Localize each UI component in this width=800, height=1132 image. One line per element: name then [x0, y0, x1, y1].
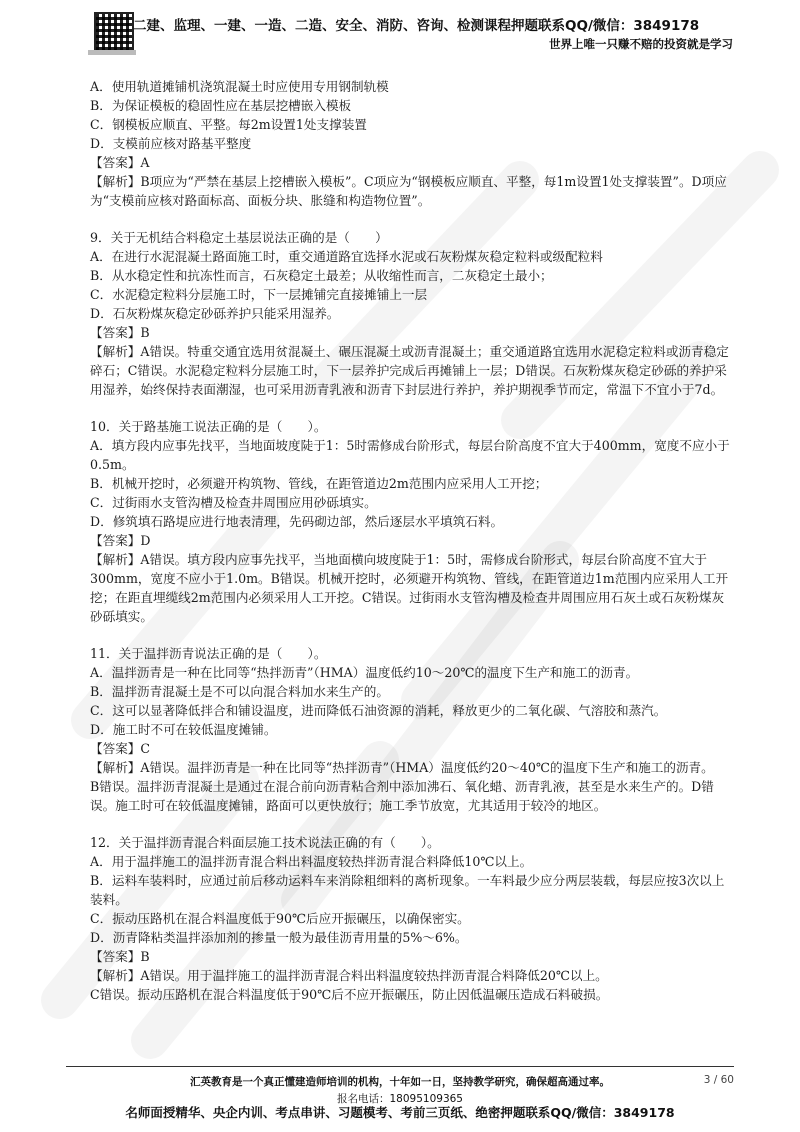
qr-caption: [88, 50, 136, 55]
header-slogan: 世界上唯一只赚不赔的投资就是学习: [549, 37, 733, 51]
option-a: A．填方段内应事先找平，当地面坡度陡于1：5时需修成台阶形式，每层台阶高度不宜大于400mm，宽度不应小于0.5m。: [90, 438, 730, 472]
question-8-continuation: [90, 77, 730, 210]
document-body: [90, 77, 730, 1004]
option-a: A．使用轨道摊铺机浇筑混凝土时应使用专用钢制轨模: [90, 79, 389, 94]
answer: 【答案】A: [90, 155, 150, 170]
analysis-continued: C错误。振动压路机在混合料温度低于90℃后不应开振碾压，防止因低温碾压造成石料破损。: [90, 987, 609, 1002]
option-c: C．水泥稳定粒料分层施工时，下一层摊铺完直接摊铺上一层: [90, 287, 428, 302]
option-d: D．石灰粉煤灰稳定砂砾养护只能采用湿养。: [90, 306, 340, 321]
option-d: D．修筑填石路堤应进行地表清理，先码砌边部，然后逐层水平填筑石料。: [90, 514, 504, 529]
option-a: A．在进行水泥混凝土路面施工时，重交通道路宜选择水泥或石灰粉煤灰稳定粒料或级配粒料: [90, 249, 603, 264]
question-11: [90, 644, 730, 815]
answer: 【答案】D: [90, 533, 151, 548]
option-d: D．施工时不可在较低温度摊铺。: [90, 722, 277, 737]
page-header: [0, 0, 800, 62]
question-10: [90, 417, 730, 626]
footer-tagline: 汇英教育是一个真正懂建造师培训的机构，十年如一日，坚持教学研究，确保超高通过率。: [190, 1076, 610, 1088]
answer: 【答案】C: [90, 741, 151, 756]
analysis: 【解析】A错误。填方段内应事先找平，当地面横向坡度陡于1：5时，需修成台阶形式，每层台阶高度不宜大于300mm，宽度不应小于1.0m。B错误。机械开挖时，必须避开构筑物、管线，在距管道边1m范围内应采用人工开挖；在距直埋缆线2m范围内必须采用人工开挖。C错误。过街雨水支管沟槽及检查井周围应用石灰土或石灰粉煤灰砂砾填实。: [90, 552, 729, 624]
question-stem: 9．关于无机结合料稳定土基层说法正确的是（ ）: [90, 230, 388, 245]
question-9: [90, 228, 730, 399]
option-a: A．用于温拌施工的温拌沥青混合料出料温度较热拌沥青混合料降低10℃以上。: [90, 854, 533, 869]
analysis: 【解析】A错误。用于温拌施工的温拌沥青混合料出料温度较热拌沥青混合料降低20℃以上。: [90, 968, 608, 983]
option-b: B．运料车装料时，应通过前后移动运料车来消除粗细料的离析现象。一车料最少应分两层装载，每层应按3次以上装料。: [90, 873, 725, 907]
question-stem: 12．关于温拌沥青混合料面层施工技术说法正确的有（ ）。: [90, 835, 440, 850]
question-12: [90, 833, 730, 1004]
analysis: 【解析】A错误。温拌沥青是一种在比同等“热拌沥青”（HMA）温度低约20～40℃的温度下生产和施工的沥青。: [90, 760, 714, 775]
page-number: 3 / 60: [703, 1074, 734, 1086]
question-stem: 10．关于路基施工说法正确的是（ ）。: [90, 419, 327, 434]
analysis: 【解析】A错误。特重交通宜选用贫混凝土、碾压混凝土或沥青混凝土；重交通道路宜选用水泥稳定粒料或沥青稳定碎石；C错误。水泥稳定粒料分层施工时，下一层养护完成后再摊铺上一层；D错误。石灰粉煤灰稳定砂砾的养护采用湿养，始终保持表面潮湿，也可采用沥青乳液和沥青下封层进行养护，养护期视季节而定，常温下不宜小于7d。: [90, 344, 729, 397]
option-d: D．沥青降粘类温拌添加剂的掺量一般为最佳沥青用量的5%～6%。: [90, 930, 468, 945]
option-c: C．过街雨水支管沟槽及检查井周围应用砂砾填实。: [90, 495, 377, 510]
option-d: D．支模前应核对路基平整度: [90, 136, 252, 151]
analysis: 【解析】B项应为“严禁在基层上挖槽嵌入模板”。C项应为“钢模板应顺直、平整，每1m设置1处支撑装置”。D项应为“支模前应核对路面标高、面板分块、胀缝和构造物位置”。: [90, 174, 727, 208]
option-a: A．温拌沥青是一种在比同等“热拌沥青”（HMA）温度低约10～20℃的温度下生产和施工的沥青。: [90, 665, 639, 680]
footer-phone: 报名电话：18095109365: [337, 1093, 463, 1105]
option-c: C．这可以显著降低拌合和铺设温度，进而降低石油资源的消耗，释放更少的二氧化碳、气溶胶和蒸汽。: [90, 703, 667, 718]
question-stem: 11．关于温拌沥青说法正确的是（ ）。: [90, 646, 327, 661]
option-b: B．温拌沥青混凝土是不可以向混合料加水来生产的。: [90, 684, 389, 699]
answer: 【答案】B: [90, 949, 150, 964]
header-title: 二建、监理、一建、一造、二造、安全、消防、咨询、检测课程押题联系QQ/微信：3849178: [133, 18, 700, 34]
qr-code-icon: [94, 12, 134, 52]
answer: 【答案】B: [90, 325, 150, 340]
option-b: B．为保证模板的稳固性应在基层挖槽嵌入模板: [90, 98, 352, 113]
footer-divider: [66, 1066, 734, 1067]
option-c: C．振动压路机在混合料温度低于90℃后应开振碾压，以确保密实。: [90, 911, 470, 926]
option-b: B．从水稳定性和抗冻性而言，石灰稳定土最差；从收缩性而言，二灰稳定土最小；: [90, 268, 553, 283]
option-c: C．钢模板应顺直、平整。每2m设置1处支撑装置: [90, 117, 367, 132]
footer-ad: 名师面授精华、央企内训、考点串讲、习题模考、考前三页纸、绝密押题联系QQ/微信：3849178: [125, 1105, 675, 1120]
analysis-continued: B错误。温拌沥青混凝土是通过在混合前向沥青粘合剂中添加沸石、氧化蜡、沥青乳液，甚至是水来生产的。D错误。施工时可在较低温度摊铺，路面可以更快放行；施工季节放宽，尤其适用于较冷的地区。: [90, 779, 714, 813]
option-b: B．机械开挖时，必须避开构筑物、管线，在距管道边2m范围内应采用人工开挖；: [90, 476, 548, 491]
